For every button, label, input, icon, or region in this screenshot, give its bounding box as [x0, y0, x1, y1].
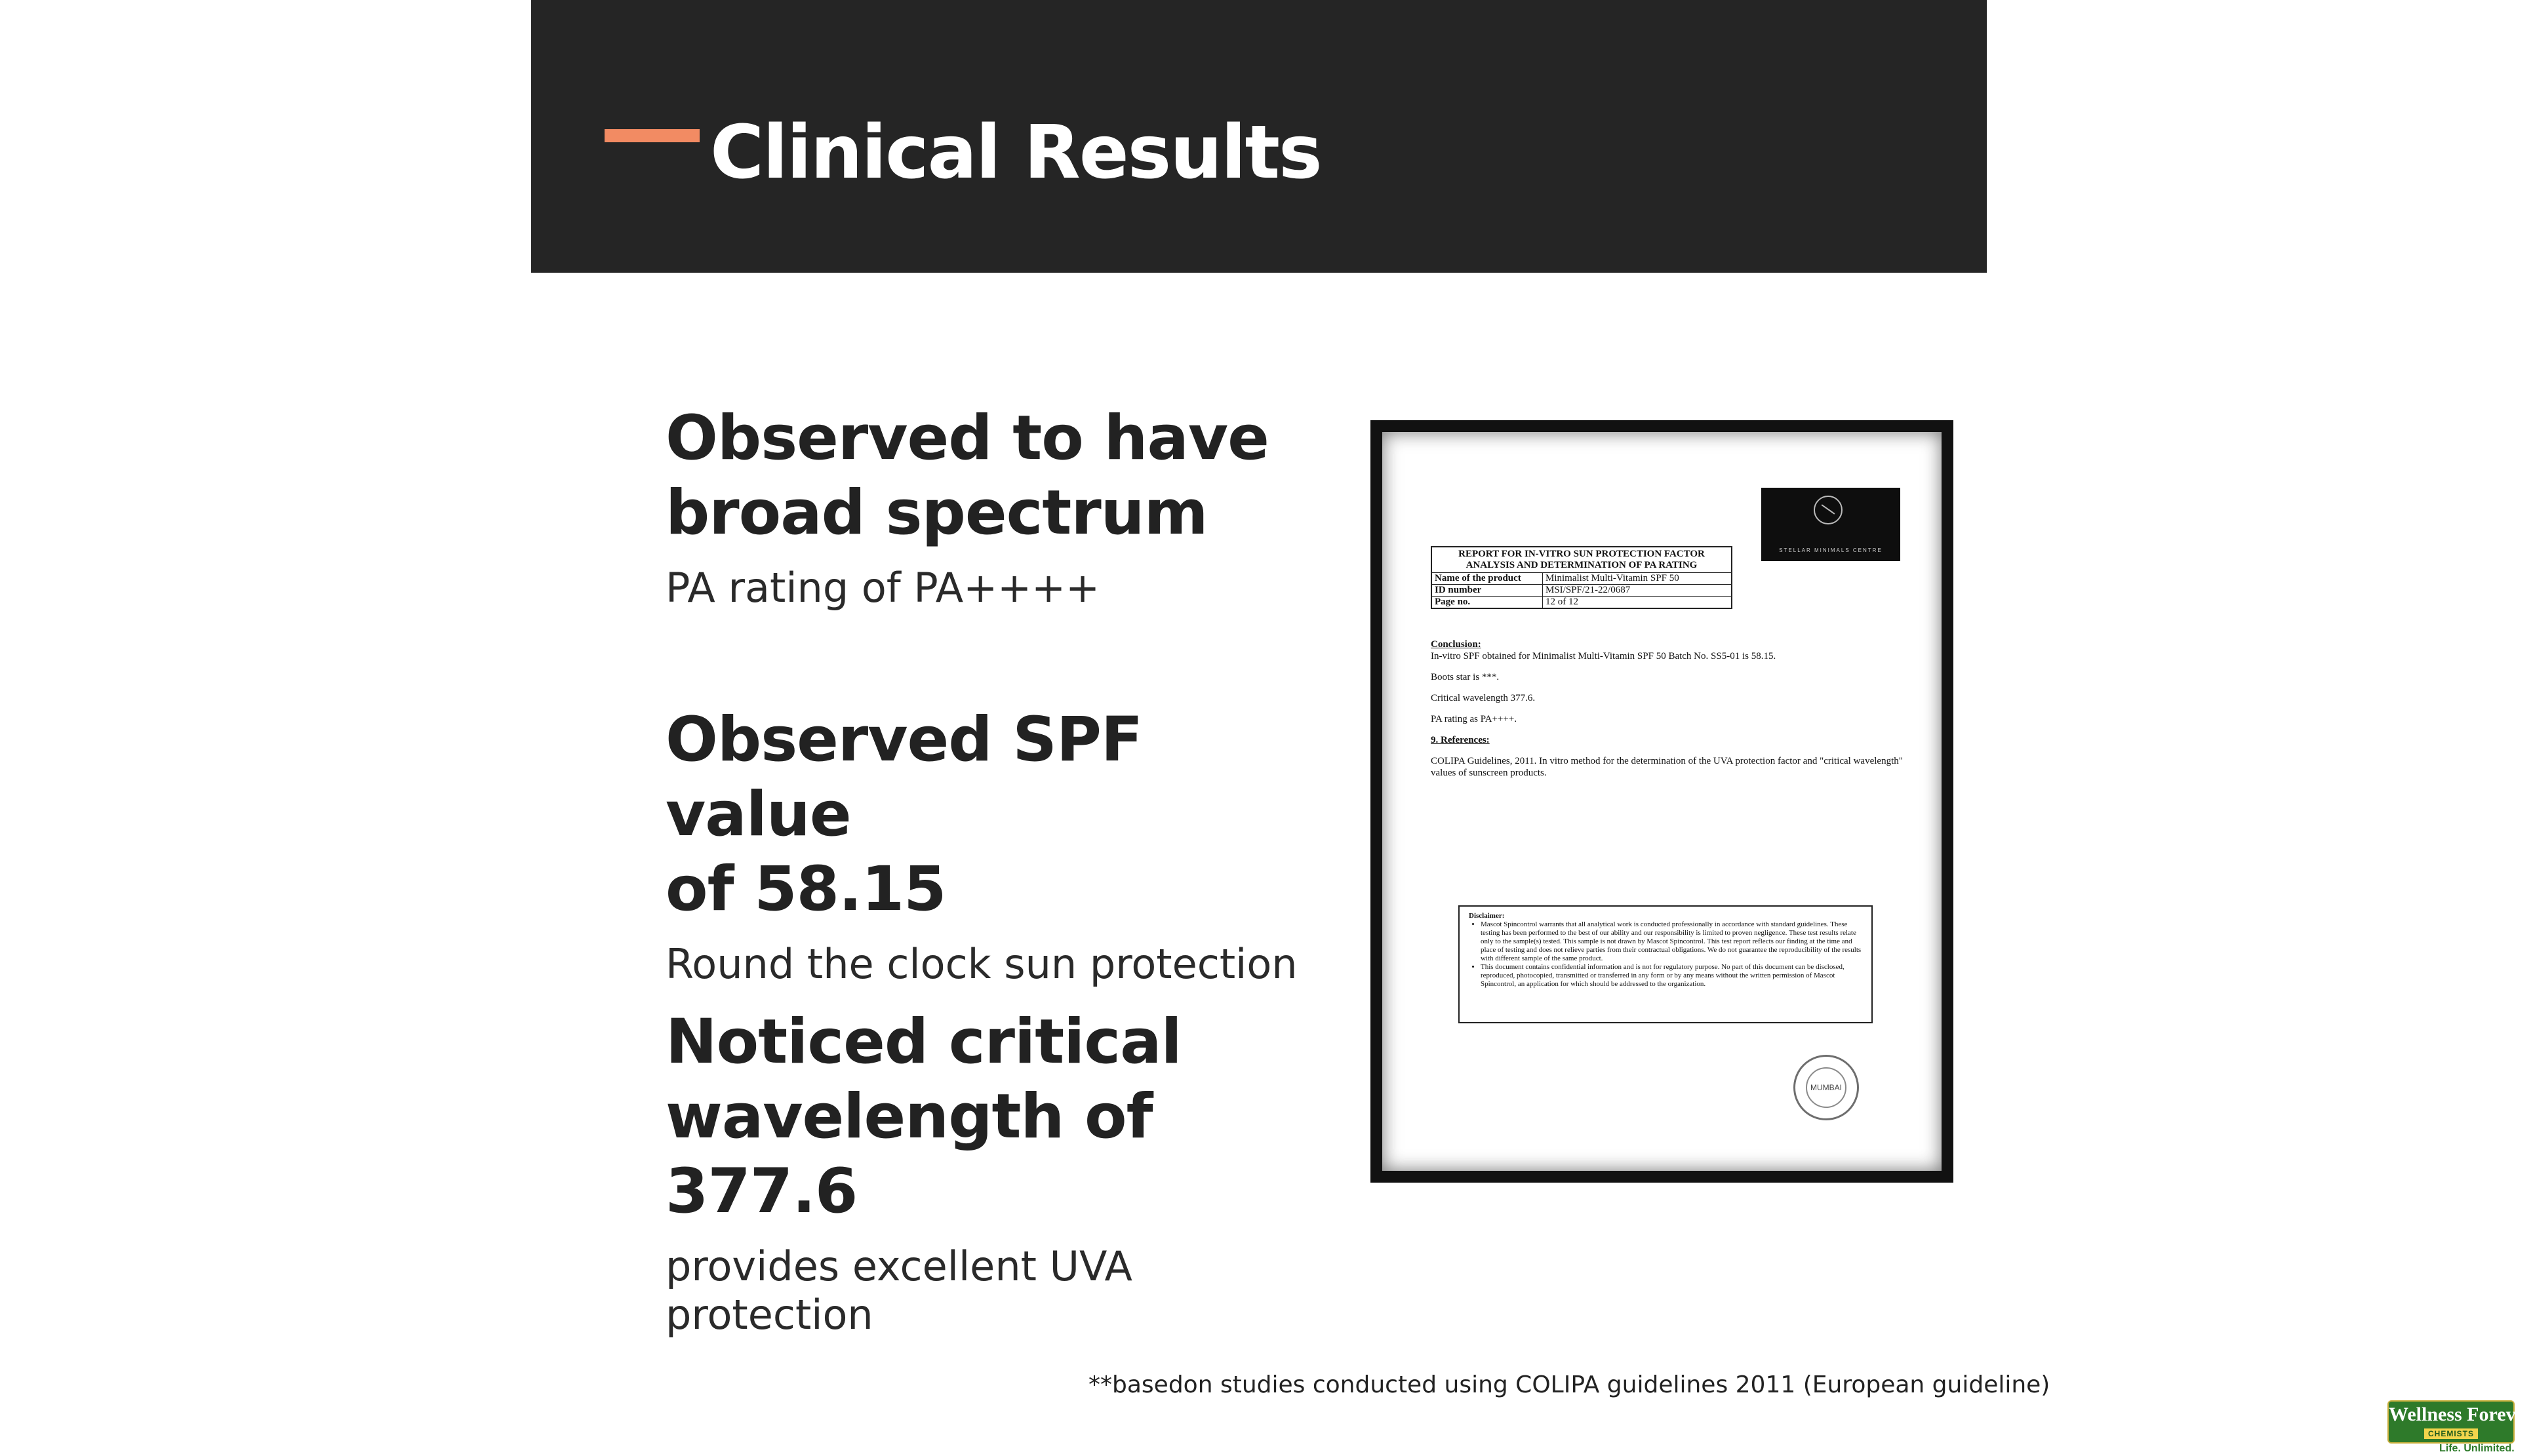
lab-logo-icon [1814, 496, 1843, 524]
report-heading-line: ANALYSIS AND DETERMINATION OF PA RATING [1466, 560, 1698, 570]
conclusion-heading: Conclusion: [1431, 639, 1481, 650]
claim-heading-line: of 58.15 [666, 854, 946, 925]
reference-text: COLIPA Guidelines, 2011. In vitro method for the determination of the UVA protection factor and "critical wavelength" values of sunscreen products. [1431, 756, 1903, 778]
pa-rating-line: PA rating as PA++++. [1431, 714, 1517, 724]
claim-heading [666, 703, 1341, 927]
report-heading [1432, 547, 1731, 573]
claim-heading-line: Noticed critical [666, 1006, 1182, 1078]
stamp-text: MUMBAI [1806, 1067, 1846, 1108]
row-value: Minimalist Multi-Vitamin SPF 50 [1546, 573, 1679, 583]
disclaimer-heading: Disclaimer: [1469, 912, 1505, 920]
accent-bar [605, 129, 700, 142]
row-label: ID number [1432, 585, 1543, 596]
critical-wavelength-line: Critical wavelength 377.6. [1431, 693, 1536, 703]
conclusion-line: In-vitro SPF obtained for Minimalist Multi-Vitamin SPF 50 Batch No. SS5-01 is 58.15. [1431, 651, 1776, 661]
row-value: 12 of 12 [1546, 597, 1578, 607]
claim-spf-value [666, 703, 1341, 989]
claim-heading [666, 1005, 1341, 1229]
lab-logo [1761, 488, 1900, 561]
report-info-table [1431, 546, 1732, 609]
disclaimer-item: • Mascot Spincontrol warrants that all analytical work is conducted professionally in accordance with standard guidelines. These testing has been performed to the best of our ability and our responsibility is limited to proven negligence. These test results relate only to the sample(s) tested. This sample is not drawn by Mascot Spincontrol. This test report reflects our finding at the time and place of testing and does not relieve parties from their contractual obligations. We do not guarantee the reproducibility of the results with different sample of the same product. [1481, 920, 1862, 963]
brand-logo [2387, 1400, 2533, 1444]
disclaimer-box [1458, 905, 1873, 1023]
brand-subtitle: CHEMISTS [2424, 1428, 2478, 1439]
report-body [1431, 639, 1903, 788]
lab-logo-text: STELLAR MINIMALS CENTRE [1779, 547, 1883, 553]
claim-subtext: Round the clock sun protection [666, 940, 1298, 988]
brand-tagline: Life. Unlimited. [2439, 1443, 2515, 1454]
references-heading: 9. References: [1431, 735, 1490, 745]
page-title: Clinical Results [710, 110, 1321, 195]
claim-heading-line: broad spectrum [666, 477, 1208, 549]
header-banner [531, 0, 1987, 273]
row-value: MSI/SPF/21-22/0687 [1546, 585, 1631, 595]
brand-name: Wellness Forever [2389, 1404, 2533, 1425]
claim-subtext: provides excellent UVA protection [666, 1242, 1132, 1339]
lab-stamp [1793, 1055, 1859, 1120]
footnote: **basedon studies conducted using COLIPA guidelines 2011 (European guideline) [1088, 1371, 2050, 1398]
report-document-frame [1370, 420, 1953, 1183]
claim-broad-spectrum [666, 401, 1341, 612]
row-label: Name of the product [1432, 573, 1543, 584]
claim-heading-line: Observed SPF value [666, 704, 1143, 850]
report-heading-line: REPORT FOR IN-VITRO SUN PROTECTION FACTOR [1458, 549, 1705, 559]
claim-heading-line: Observed to have [666, 403, 1269, 474]
claim-critical-wavelength [666, 1005, 1341, 1339]
claim-heading-line: wavelength of 377.6 [666, 1081, 1153, 1227]
disclaimer-item: • This document contains confidential information and is not for regulatory purpose. No part of this document can be disclosed, reproduced, photocopied, transmitted or transferred in any form or by any means without the written permission of Mascot Spincontrol, an application for which should be addressed to the organization. [1481, 963, 1862, 989]
disclaimer-list [1469, 920, 1862, 989]
claim-subtext: PA rating of PA++++ [666, 564, 1100, 612]
claim-heading [666, 401, 1341, 551]
boots-star-line: Boots star is ***. [1431, 672, 1500, 682]
row-label: Page no. [1432, 597, 1543, 608]
report-document [1382, 432, 1942, 1171]
table-row [1432, 585, 1731, 597]
table-row [1432, 573, 1731, 585]
table-row [1432, 597, 1731, 608]
